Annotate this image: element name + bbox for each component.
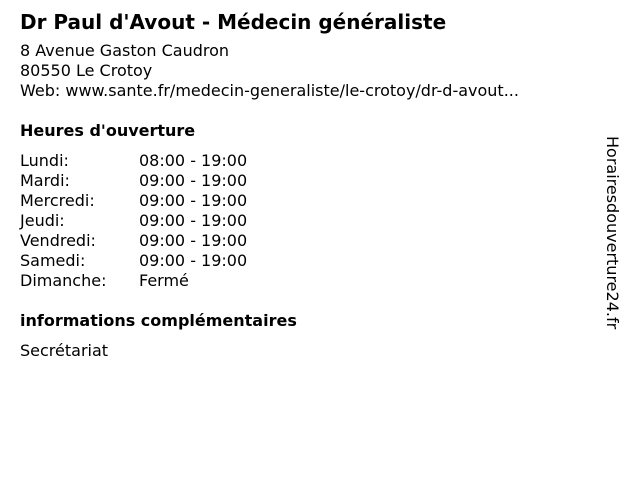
hours-day: Mercredi: bbox=[20, 191, 95, 210]
address-street: 8 Avenue Gaston Caudron bbox=[20, 41, 230, 60]
hours-time: 09:00 - 19:00 bbox=[139, 211, 248, 230]
additional-info-heading: informations complémentaires bbox=[20, 311, 297, 330]
hours-time: 09:00 - 19:00 bbox=[139, 251, 248, 270]
site-watermark: Horairesdouverture24.fr bbox=[603, 136, 622, 330]
hours-day: Vendredi: bbox=[20, 231, 96, 250]
page-title: Dr Paul d'Avout - Médecin généraliste bbox=[20, 10, 447, 34]
hours-row-tuesday bbox=[20, 171, 600, 191]
address-city: 80550 Le Crotoy bbox=[20, 61, 153, 80]
business-card bbox=[20, 8, 600, 361]
hours-row-wednesday bbox=[20, 191, 600, 211]
hours-day: Mardi: bbox=[20, 171, 70, 190]
hours-day: Dimanche: bbox=[20, 271, 107, 290]
hours-row-thursday bbox=[20, 211, 600, 231]
hours-time: 09:00 - 19:00 bbox=[139, 191, 248, 210]
hours-row-friday bbox=[20, 231, 600, 251]
hours-time: 09:00 - 19:00 bbox=[139, 171, 248, 190]
hours-time: 08:00 - 19:00 bbox=[139, 151, 248, 170]
hours-row-saturday bbox=[20, 251, 600, 271]
hours-day: Jeudi: bbox=[20, 211, 65, 230]
hours-day: Samedi: bbox=[20, 251, 86, 270]
hours-day: Lundi: bbox=[20, 151, 69, 170]
opening-hours-heading: Heures d'ouverture bbox=[20, 121, 196, 140]
website-link[interactable]: Web: www.sante.fr/medecin-generaliste/le-crotoy/dr-d-avout... bbox=[20, 81, 519, 100]
address-block bbox=[20, 41, 600, 101]
hours-time: 09:00 - 19:00 bbox=[139, 231, 248, 250]
opening-hours-table bbox=[20, 151, 600, 291]
additional-info-text: Secrétariat bbox=[20, 341, 109, 360]
hours-row-monday bbox=[20, 151, 600, 171]
hours-row-sunday bbox=[20, 271, 600, 291]
hours-time: Fermé bbox=[139, 271, 189, 290]
